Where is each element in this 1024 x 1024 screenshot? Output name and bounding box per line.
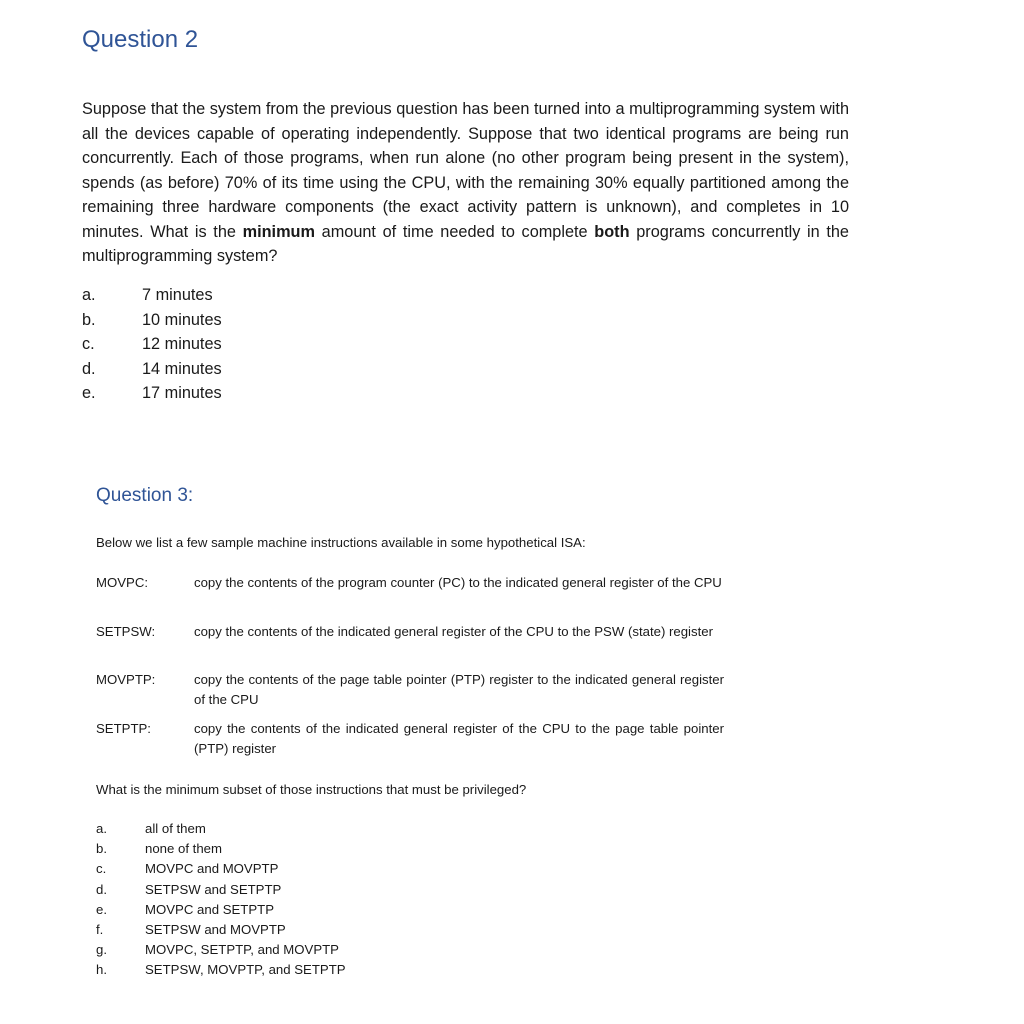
option-text: 10 minutes xyxy=(142,310,222,329)
option-text: SETPSW and MOVPTP xyxy=(145,921,286,937)
instruction-name: MOVPC: xyxy=(96,575,149,590)
instruction-description: copy the contents of the program counter (PC) to the indicated general register of the CPU xyxy=(194,575,722,590)
instruction-name: MOVPTP: xyxy=(96,672,156,687)
question-3-title: Question 3: xyxy=(96,485,194,506)
question-2-body-text-1: Suppose that the system from the previous question has been turned into a multiprogramming system with all the devices capable of operating independently. Suppose that two identical programs are being run concurrently. Each of those programs, when run alone (no other program being present in the system), spends (as before) 70% of its time using the CPU, with the remaining 30% equally partitioned among the remaining three hardware components (the exact activity pattern is unknown), and completes in 10 minutes. What is the xyxy=(82,100,849,241)
instruction-description: copy the contents of the page table pointer (PTP) register to the indicated general register of the CPU xyxy=(194,672,724,707)
option-text: MOVPC and MOVPTP xyxy=(145,861,279,877)
question-3-option-e xyxy=(96,900,496,920)
option-text: 7 minutes xyxy=(142,286,213,304)
question-2-body-bold-both: both xyxy=(594,222,630,241)
option-letter: f. xyxy=(96,921,104,937)
option-text: MOVPC and SETPTP xyxy=(145,901,274,917)
question-3-option-b xyxy=(96,839,496,859)
option-text: none of them xyxy=(145,841,222,857)
instruction-description: copy the contents of the indicated general register of the CPU to the page table pointer (PTP) register xyxy=(194,720,724,756)
instruction-movpc xyxy=(96,573,726,622)
option-letter: a. xyxy=(96,821,107,836)
option-text: 17 minutes xyxy=(142,384,222,402)
question-3-option-c xyxy=(96,859,496,879)
question-3-options xyxy=(96,819,496,981)
question-2-body-bold-minimum: minimum xyxy=(242,222,315,241)
question-3-option-h xyxy=(96,960,496,980)
option-text: SETPSW and SETPTP xyxy=(145,881,282,897)
option-letter: a. xyxy=(82,286,96,304)
option-letter: c. xyxy=(96,861,107,877)
question-2-option-c xyxy=(82,332,382,357)
question-2-options xyxy=(82,283,382,406)
question-3-option-a xyxy=(96,819,496,839)
option-text: SETPSW, MOVPTP, and SETPTP xyxy=(145,962,346,978)
instruction-description: copy the contents of the indicated general register of the CPU to the PSW (state) register xyxy=(194,623,713,639)
option-letter: e. xyxy=(82,384,96,402)
question-2-body-text-2: amount of time needed to complete xyxy=(314,222,595,241)
question-2-option-b xyxy=(82,308,382,333)
question-2-title: Question 2 xyxy=(82,26,199,53)
question-2-option-e xyxy=(82,381,382,406)
option-letter: b. xyxy=(96,841,107,857)
instruction-setptp xyxy=(96,719,726,768)
question-2-option-a xyxy=(82,283,382,308)
option-text: 14 minutes xyxy=(142,359,222,378)
option-letter: c. xyxy=(82,335,95,353)
instruction-list xyxy=(96,573,726,767)
option-letter: g. xyxy=(96,942,107,958)
option-text: all of them xyxy=(145,821,206,836)
question-3-option-g xyxy=(96,940,496,960)
option-text: 12 minutes xyxy=(142,335,222,353)
option-letter: b. xyxy=(82,310,96,329)
question-3-prompt: What is the minimum subset of those instructions that must be privileged? xyxy=(96,782,527,797)
instruction-movptp xyxy=(96,670,726,719)
option-letter: d. xyxy=(96,881,107,897)
option-letter: e. xyxy=(96,901,107,917)
option-text: MOVPC, SETPTP, and MOVPTP xyxy=(145,942,339,958)
question-2-option-d xyxy=(82,357,382,382)
option-letter: d. xyxy=(82,359,96,378)
question-3-option-f xyxy=(96,920,496,940)
instruction-name: SETPTP: xyxy=(96,720,151,736)
instruction-setpsw xyxy=(96,622,726,671)
option-letter: h. xyxy=(96,962,107,978)
question-3-intro: Below we list a few sample machine instructions available in some hypothetical ISA: xyxy=(96,535,586,550)
question-2-body-text-3: programs concurrently in the multiprogramming system? xyxy=(82,222,849,265)
instruction-name: SETPSW: xyxy=(96,623,156,639)
question-2-body xyxy=(82,97,849,269)
question-3-option-d xyxy=(96,880,496,900)
